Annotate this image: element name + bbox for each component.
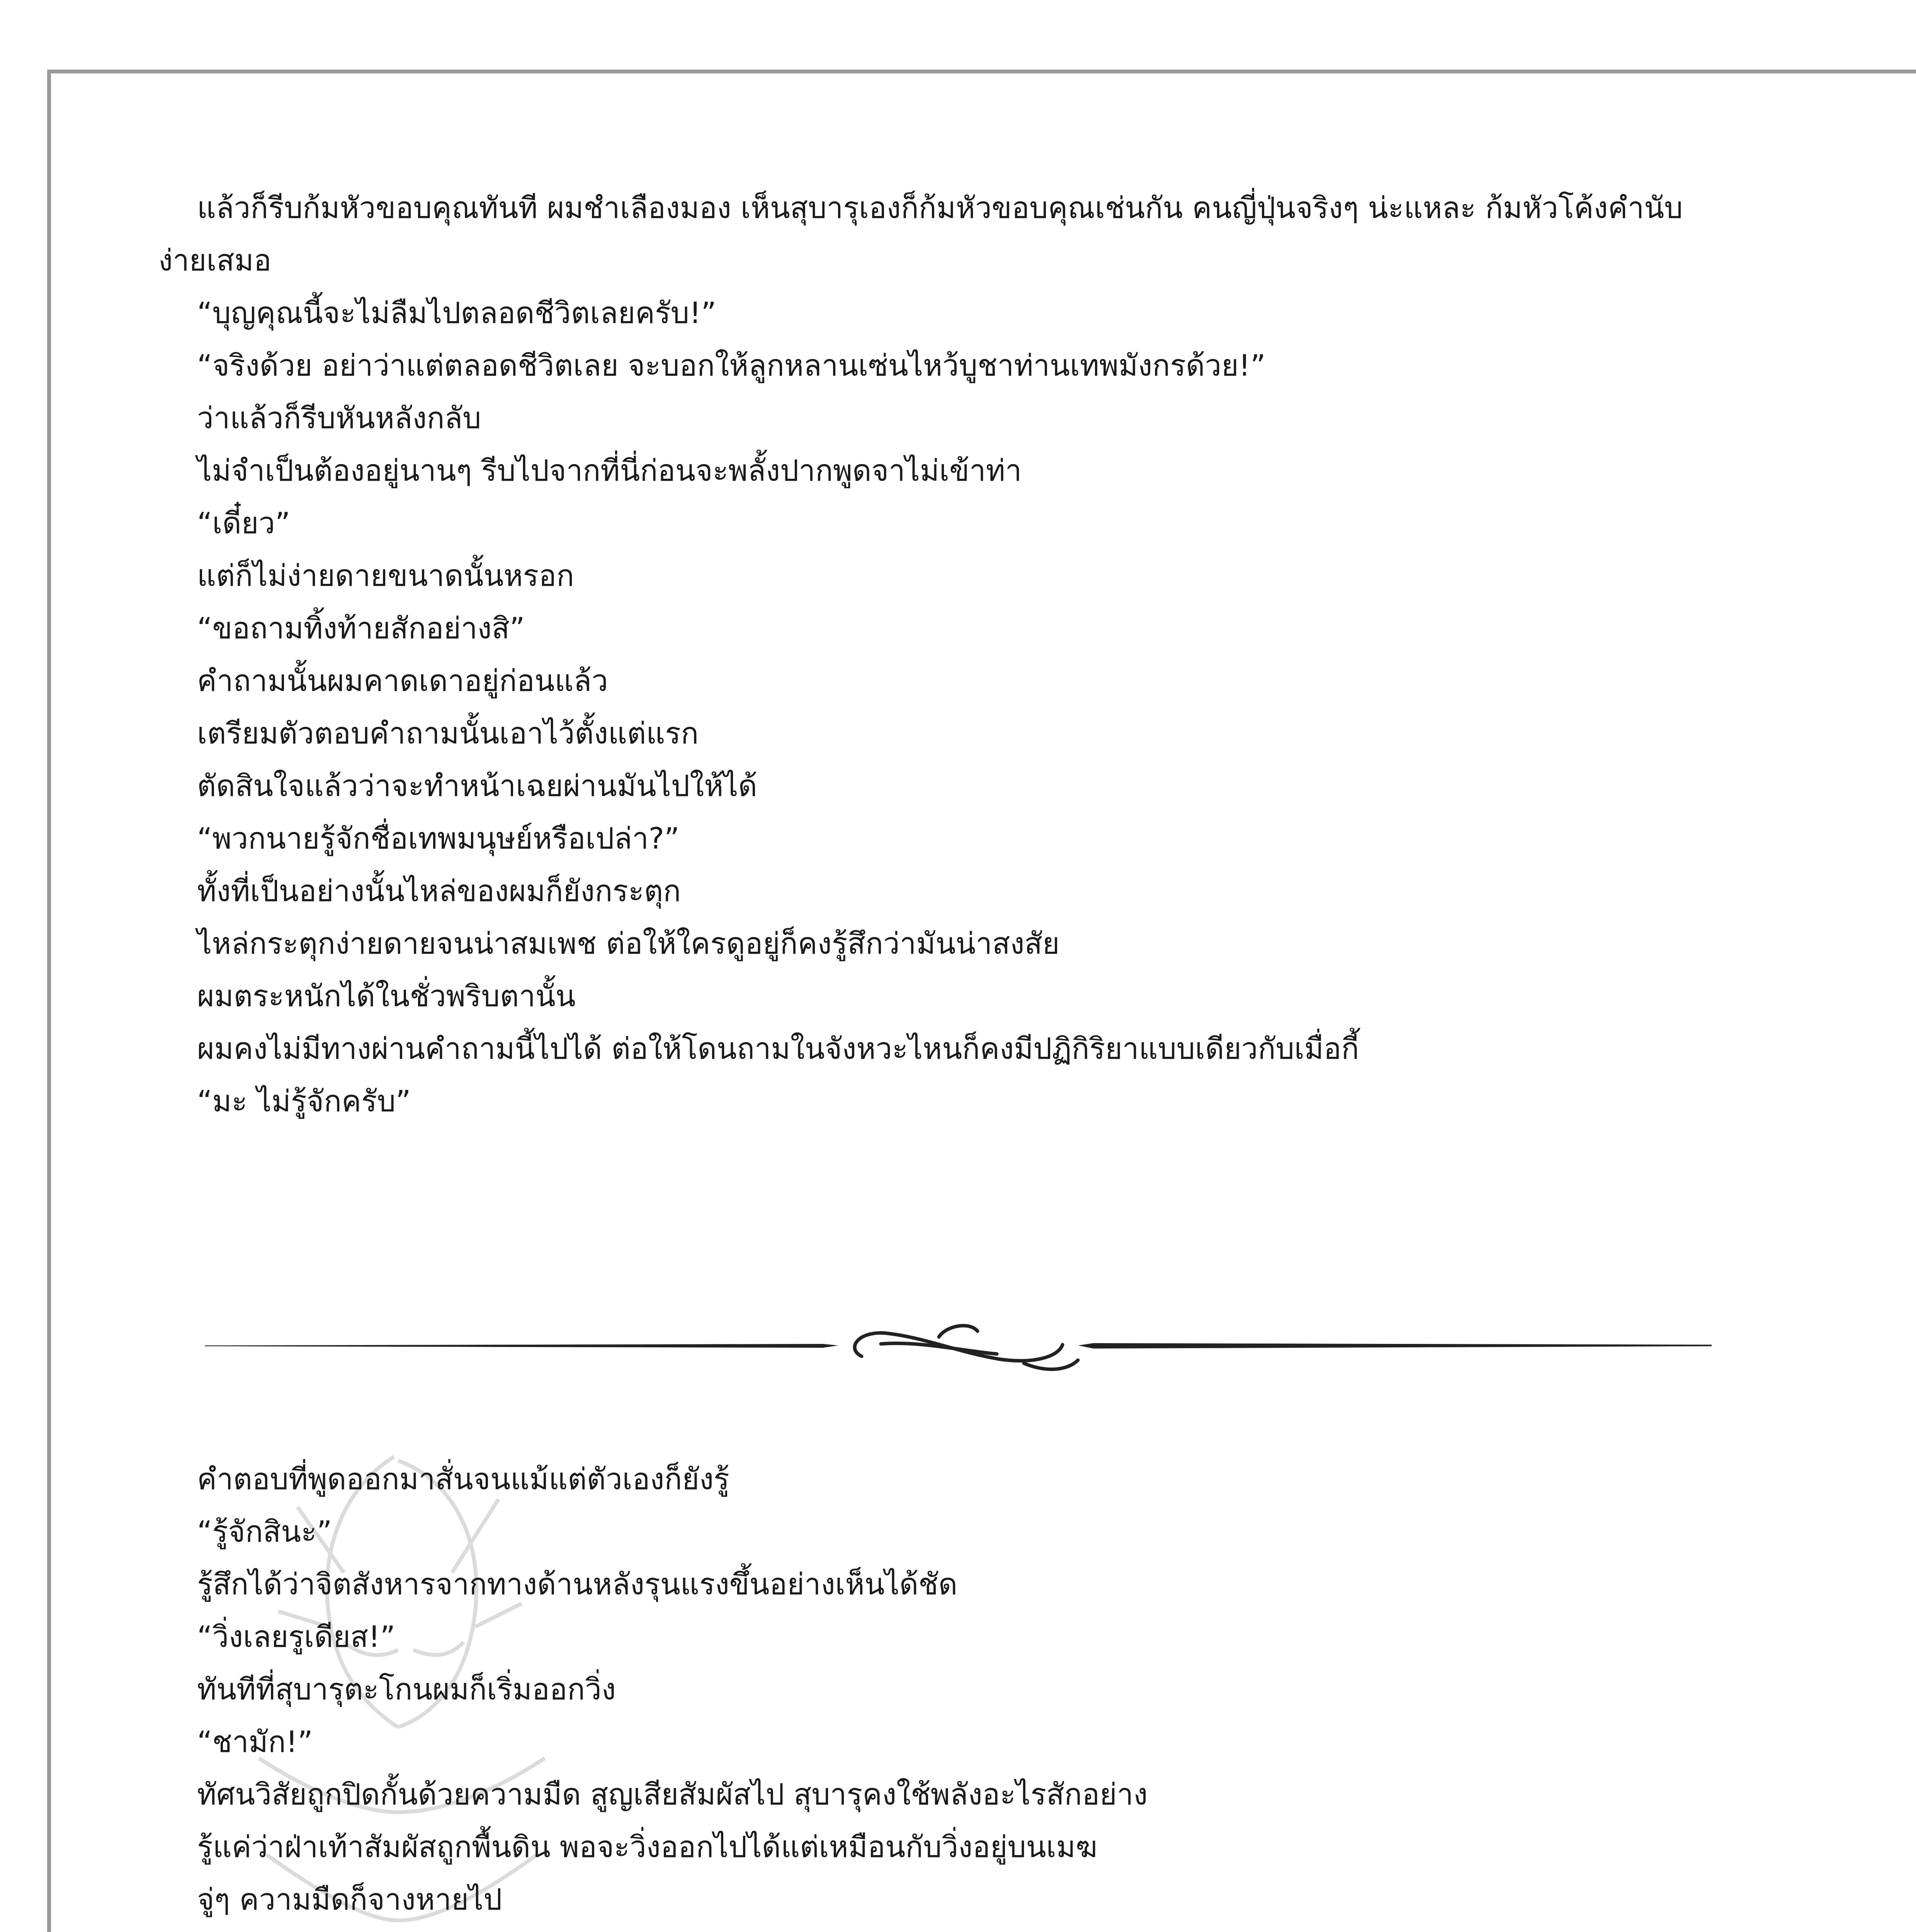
paragraph: “ชามัก!” [197,1725,313,1759]
paragraph: รู้สึกได้ว่าจิตสังหารจากทางด้านหลังรุนแรงขึ้นอย่างเห็นได้ชัด [197,1567,958,1601]
paragraph: “บุญคุณนี้จะไม่ลืมไปตลอดชีวิตเลยครับ!” [197,296,716,330]
paragraph: ตัดสินใจแล้วว่าจะทำหน้าเฉยผ่านมันไปให้ได้ [197,769,757,803]
paragraph: ไม่จำเป็นต้องอยู่นานๆ รีบไปจากที่นี่ก่อนจะพลั้งปากพูดจาไม่เข้าท่า [197,453,1022,488]
paragraph: ทัศนวิสัยถูกปิดกั้นด้วยความมืด สูญเสียสัมผัสไป สุบารุคงใช้พลังอะไรสักอย่าง [197,1777,1148,1811]
paragraph: รู้แค่ว่าฝ่าเท้าสัมผัสถูกพื้นดิน พอจะวิ่งออกไปได้แต่เหมือนกับวิ่งอยู่บนเมฆ [197,1830,1098,1864]
paragraph: ผมคงไม่มีทางผ่านคำถามนี้ไปได้ ต่อให้โดนถามในจังหวะไหนก็คงมีปฏิกิริยาแบบเดียวกับเมื่อกี้ [197,1031,1359,1066]
paragraph: คำถามนั้นผมคาดเดาอยู่ก่อนแล้ว [197,663,608,698]
paragraph: ว่าแล้วก็รีบหันหลังกลับ [197,401,481,435]
paragraph: “วิ่งเลยรูเดียส!” [197,1619,396,1654]
page-border-left [47,70,51,1932]
paragraph: “เดี๋ยว” [197,506,291,540]
paragraph: คำตอบที่พูดออกมาสั่นจนแม้แต่ตัวเองก็ยังรู้ [197,1462,729,1496]
paragraph: ผมตระหนักได้ในชั่วพริบตานั้น [197,979,576,1013]
paragraph: ไหล่กระตุกง่ายดายจนน่าสมเพช ต่อให้ใครดูอยู่ก็คงรู้สึกว่ามันน่าสงสัย [197,926,1060,961]
text-section-2 [197,1453,1743,1932]
text-section-1 [158,182,1743,1128]
page-border-top [47,70,1916,73]
paragraph: เตรียมตัวตอบคำถามนั้นเอาไว้ตั้งแต่แรก [197,716,699,750]
paragraph: แต่ก็ไม่ง่ายดายขนาดนั้นหรอก [197,558,574,593]
paragraph [197,1926,1743,1932]
paragraph: แล้วก็รีบก้มหัวขอบคุณทันที ผมชำเลืองมอง เห็นสุบารุเองก็ก้มหัวขอบคุณเช่นกัน คนญี่ปุ่นจริงๆ น่ะแหละ ก้มหัวโค้งคำนับง่ายเสมอ [158,190,1683,277]
paragraph: “พวกนายรู้จักชื่อเทพมนุษย์หรือเปล่า?” [197,821,680,855]
paragraph: จู่ๆ ความมืดก็จางหายไป [197,1882,502,1917]
paragraph: “ขอถามทิ้งท้ายสักอย่างสิ” [197,611,525,645]
paragraph: “มะ ไม่รู้จักครับ” [197,1084,411,1118]
paragraph: ทั้งที่เป็นอย่างนั้นไหล่ของผมก็ยังกระตุก [197,874,681,908]
paragraph: “รู้จักสินะ” [197,1514,332,1549]
paragraph: ทันทีที่สุบารุตะโกนผมก็เริ่มออกวิ่ง [197,1672,616,1706]
paragraph: “จริงด้วย อย่าว่าแต่ตลอดชีวิตเลย จะบอกให้ลูกหลานเซ่นไหว้บูชาท่านเทพมังกรด้วย!” [197,348,1266,383]
ornamental-divider-icon [205,1314,1712,1379]
